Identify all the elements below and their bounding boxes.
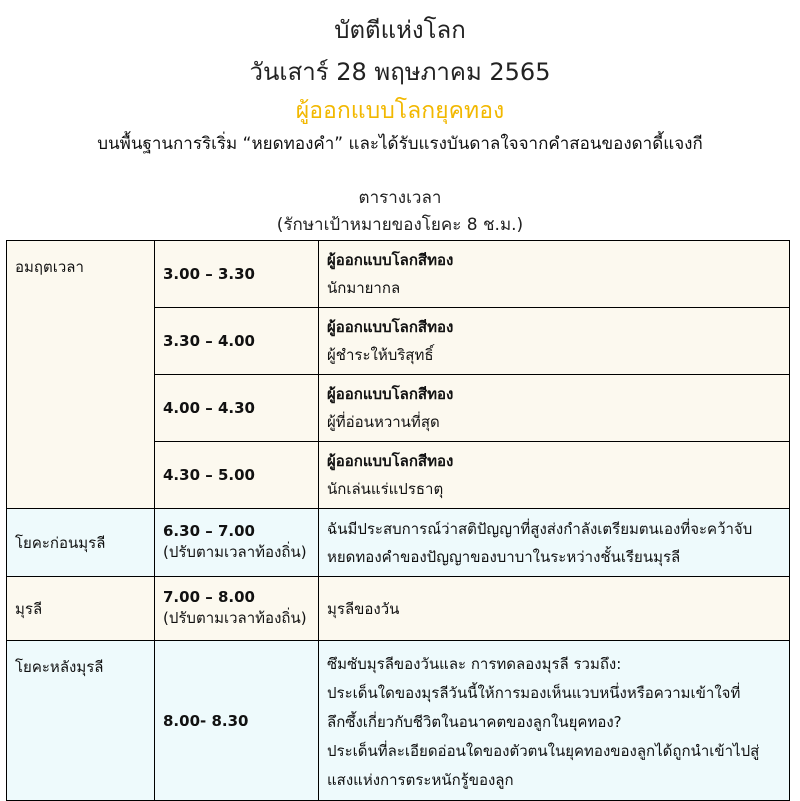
activity-desc: ผู้ชำระให้บริสุทธิ์: [327, 346, 434, 364]
time-cell: 3.00 – 3.30: [155, 241, 319, 308]
activity-title: ผู้ออกแบบโลกสีทอง: [327, 452, 454, 470]
activity-cell: [319, 509, 790, 577]
session-cell: โยคะก่อนมุรลี: [7, 509, 155, 577]
activity-line: ประเด็นที่ละเอียดอ่อนใดของตัวตนในยุคทองของลูกได้ถูกนำเข้าไปสู่: [327, 742, 760, 760]
table-row: [7, 641, 790, 801]
schedule-title: ตารางเวลา: [358, 188, 442, 208]
activity-cell: [319, 577, 790, 641]
time-value: 6.30 – 7.00: [163, 521, 255, 540]
time-note: (ปรับตามเวลาท้องถิ่น): [163, 608, 307, 627]
intro-line: บนพื้นฐานการริเริ่ม “หยดทองคำ” และได้รับแรงบันดาลใจจากคำสอนของดาดี้แจงกี: [97, 134, 703, 154]
activity-line: แสงแห่งการตระหนักรู้ของลูก: [327, 771, 514, 789]
activity-desc: นักเล่นแร่แปรธาตุ: [327, 480, 444, 498]
time-cell: [155, 509, 319, 577]
activity-desc: ผู้ที่อ่อนหวานที่สุด: [327, 413, 440, 431]
table-row: [7, 241, 790, 308]
activity-line: หยดทองคำของปัญญาของบาบาในระหว่างชั้นเรียนมุรลี: [327, 547, 681, 566]
activity-cell: [319, 375, 790, 442]
session-cell: มุรลี: [7, 577, 155, 641]
page-title: บัตตีแห่งโลก: [334, 16, 466, 44]
activity-title: ผู้ออกแบบโลกสีทอง: [327, 318, 454, 336]
activity-desc: นักมายากล: [327, 279, 401, 297]
time-cell: [155, 577, 319, 641]
activity-line: ประเด็นใดของมุรลีวันนี้ให้การมองเห็นแวบหนึ่งหรือความเข้าใจที่: [327, 684, 741, 702]
activity-cell: [319, 442, 790, 509]
table-row: [7, 577, 790, 641]
activity-line: ลึกซึ้งเกี่ยวกับชีวิตในอนาคตของลูกในยุคทอง?: [327, 713, 622, 731]
session-cell: อมฤตเวลา: [7, 241, 155, 509]
date-heading: วันเสาร์ 28 พฤษภาคม 2565: [249, 58, 551, 86]
theme-heading: ผู้ออกแบบโลกยุคทอง: [295, 98, 505, 124]
time-note: (ปรับตามเวลาท้องถิ่น): [163, 542, 307, 561]
session-cell: โยคะหลังมุรลี: [7, 641, 155, 801]
activity-title: ผู้ออกแบบโลกสีทอง: [327, 385, 454, 403]
table-row: [7, 509, 790, 577]
time-value: 7.00 – 8.00: [163, 587, 255, 606]
activity-title: ผู้ออกแบบโลกสีทอง: [327, 251, 454, 269]
time-cell: 4.00 – 4.30: [155, 375, 319, 442]
activity-line: ฉันมีประสบการณ์ว่าสติปัญญาที่สูงส่งกำลังเตรียมตนเองที่จะคว้าจับ: [327, 519, 753, 538]
time-cell: 4.30 – 5.00: [155, 442, 319, 509]
activity-cell: [319, 241, 790, 308]
time-cell: 3.30 – 4.00: [155, 308, 319, 375]
activity-cell: [319, 641, 790, 801]
schedule-table: [6, 240, 790, 801]
schedule-subtitle: (รักษาเป้าหมายของโยคะ 8 ช.ม.): [276, 215, 524, 235]
activity-cell: [319, 308, 790, 375]
time-cell: 8.00- 8.30: [155, 641, 319, 801]
activity-line: ซึมซับมุรลีของวันและ การทดลองมุรลี รวมถึง:: [327, 655, 622, 673]
activity-desc: มุรลีของวัน: [327, 599, 400, 618]
